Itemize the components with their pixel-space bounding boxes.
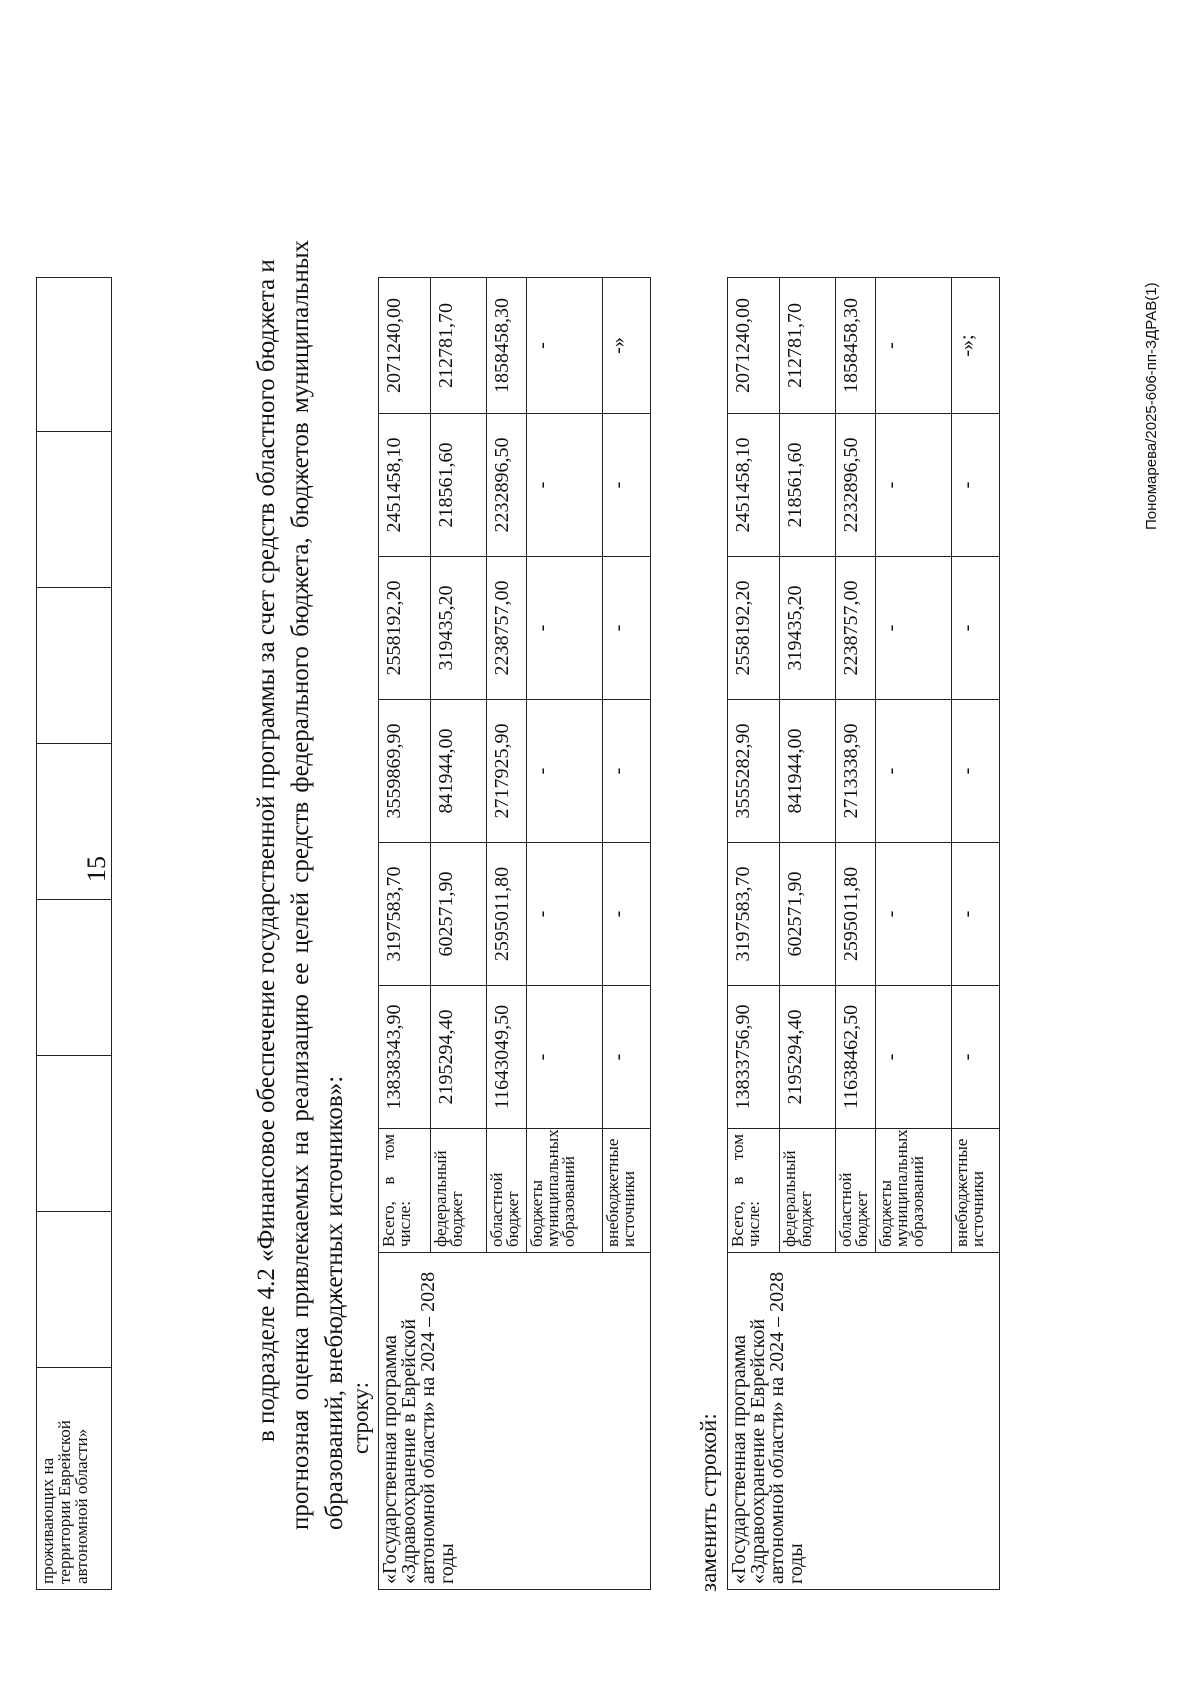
empty-cell	[37, 1212, 112, 1368]
value-cell: -	[876, 278, 952, 414]
top-table	[36, 277, 112, 1590]
value-cell: -	[952, 557, 1000, 700]
value-cell: -	[876, 557, 952, 700]
value-cell: -	[527, 986, 603, 1129]
value-cell: -	[876, 700, 952, 843]
value-cell: -	[603, 986, 651, 1129]
value-cell: 2451458,10	[379, 414, 431, 557]
top-table-label-cell	[37, 1368, 112, 1590]
value-cell: 2451458,10	[728, 414, 780, 557]
source-cell: Всего, в том числе:	[379, 1129, 431, 1253]
value-cell: 212781,70	[780, 278, 836, 414]
value-cell: -	[876, 414, 952, 557]
paragraph-line: образований, внебюджетных источников»:	[321, 1075, 348, 1530]
value-cell: 2558192,20	[728, 557, 780, 700]
source-cell: внебюджетные источники	[952, 1129, 1000, 1253]
value-cell: 11638462,50	[836, 986, 876, 1129]
value-cell: -	[603, 843, 651, 986]
value-cell: -	[527, 414, 603, 557]
label-after: заменить строкой:	[696, 1413, 721, 1592]
value-cell: -	[876, 986, 952, 1129]
value-cell: -	[603, 557, 651, 700]
page-number: 15	[82, 856, 111, 882]
value-cell: -	[603, 414, 651, 557]
value-cell: 2232896,50	[487, 414, 527, 557]
value-cell: 2595011,80	[836, 843, 876, 986]
value-cell: -	[952, 843, 1000, 986]
paragraph-line: в подразделе 4.2 «Финансовое обеспечение государственной программы за счет средств областного бюджета и	[253, 259, 280, 1442]
value-cell: 2238757,00	[487, 557, 527, 700]
value-cell: 2195294,40	[780, 986, 836, 1129]
value-cell: 841944,00	[780, 700, 836, 843]
empty-cell	[37, 1056, 112, 1212]
program-cell: «Государственная программа «Здравоохранение в Еврейской автономной области» на 2024 – 2028 годы	[379, 1253, 651, 1590]
footer-doc-id: Пономарева/2025-606-пп-ЗДРАВ(1)	[1143, 282, 1160, 530]
table-row	[728, 278, 780, 1590]
value-cell: 1858458,30	[836, 278, 876, 414]
value-cell: 2713338,90	[836, 700, 876, 843]
source-cell: федеральный бюджет	[780, 1129, 836, 1253]
value-cell: -	[876, 843, 952, 986]
value-cell: -	[952, 700, 1000, 843]
label-before: строку:	[348, 1382, 373, 1454]
empty-cell	[37, 900, 112, 1056]
program-cell: «Государственная программа «Здравоохранение в Еврейской автономной области» на 2024 – 2028 годы	[728, 1253, 1000, 1590]
value-cell: -»	[603, 278, 651, 414]
value-cell: 212781,70	[431, 278, 487, 414]
value-cell: 13833756,90	[728, 986, 780, 1129]
label-line: территории Еврейской	[55, 1420, 74, 1584]
original-row-table	[378, 277, 651, 1590]
value-cell: 2717925,90	[487, 700, 527, 843]
value-cell: -	[952, 986, 1000, 1129]
value-cell: 319435,20	[431, 557, 487, 700]
label-line: проживающих на	[38, 1457, 57, 1584]
value-cell: 3559869,90	[379, 700, 431, 843]
value-cell: 841944,00	[431, 700, 487, 843]
paragraph-line: прогнозная оценка привлекаемых на реализацию ее целей средств федерального бюджета, бюджетов муниципальных	[287, 240, 314, 1530]
value-cell: 13838343,90	[379, 986, 431, 1129]
empty-cell	[37, 278, 112, 432]
value-cell: -	[527, 700, 603, 843]
value-cell: -	[603, 700, 651, 843]
value-cell: 218561,60	[780, 414, 836, 557]
label-line: автономной области»	[72, 1428, 91, 1584]
source-cell: внебюджетные источники	[603, 1129, 651, 1253]
value-cell: 3197583,70	[728, 843, 780, 986]
replacement-row-table	[727, 277, 1000, 1590]
source-cell: федеральный бюджет	[431, 1129, 487, 1253]
source-cell: Всего, в том числе:	[728, 1129, 780, 1253]
value-cell: 2232896,50	[836, 414, 876, 557]
value-cell: -	[527, 843, 603, 986]
source-cell: бюджеты муниципальных образований	[527, 1129, 603, 1253]
table-row	[379, 278, 431, 1590]
value-cell: 602571,90	[780, 843, 836, 986]
value-cell: 3197583,70	[379, 843, 431, 986]
value-cell: 2238757,00	[836, 557, 876, 700]
empty-cell	[37, 588, 112, 744]
value-cell: -	[952, 414, 1000, 557]
value-cell: 1858458,30	[487, 278, 527, 414]
empty-cell	[37, 432, 112, 588]
source-cell: бюджеты муниципальных образований	[876, 1129, 952, 1253]
value-cell: 3555282,90	[728, 700, 780, 843]
empty-cell	[37, 744, 112, 900]
value-cell: 11643049,50	[487, 986, 527, 1129]
value-cell: 2071240,00	[728, 278, 780, 414]
value-cell: -	[527, 557, 603, 700]
value-cell: 2195294,40	[431, 986, 487, 1129]
value-cell: 2071240,00	[379, 278, 431, 414]
value-cell: -»;	[952, 278, 1000, 414]
value-cell: 218561,60	[431, 414, 487, 557]
value-cell: 2558192,20	[379, 557, 431, 700]
value-cell: -	[527, 278, 603, 414]
value-cell: 2595011,80	[487, 843, 527, 986]
value-cell: 602571,90	[431, 843, 487, 986]
source-cell: областной бюджет	[487, 1129, 527, 1253]
source-cell: областной бюджет	[836, 1129, 876, 1253]
value-cell: 319435,20	[780, 557, 836, 700]
